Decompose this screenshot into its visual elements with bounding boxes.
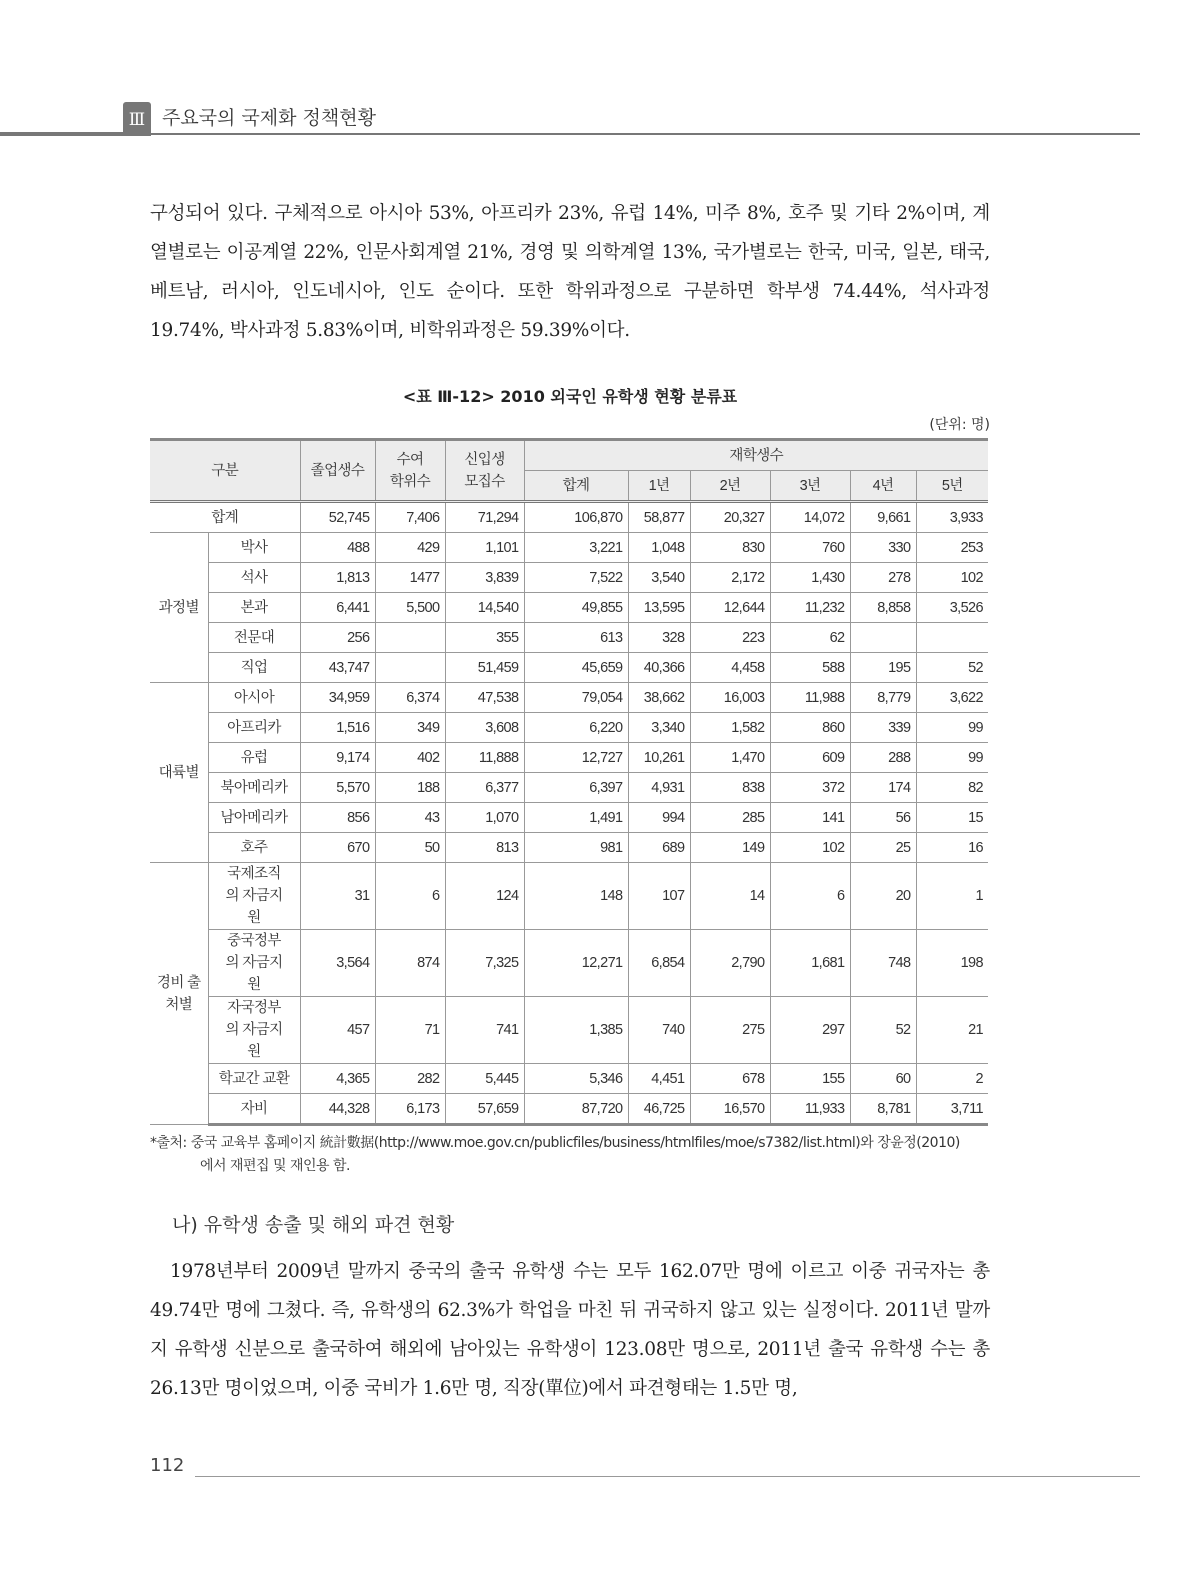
table-cell: 52 bbox=[916, 653, 988, 683]
table-cell: 349 bbox=[375, 713, 445, 743]
table-unit: (단위: 명) bbox=[929, 417, 990, 433]
table-row bbox=[150, 803, 988, 833]
table-cell: 7,406 bbox=[375, 502, 445, 533]
table-cell: 148 bbox=[524, 863, 628, 930]
column-header: 5년 bbox=[916, 471, 988, 502]
table-cell: 1,491 bbox=[524, 803, 628, 833]
table-cell: 402 bbox=[375, 743, 445, 773]
table-cell: 3,711 bbox=[916, 1094, 988, 1125]
table-cell: 12,727 bbox=[524, 743, 628, 773]
table-cell: 52 bbox=[850, 997, 916, 1064]
group-label: 대륙별 bbox=[150, 683, 208, 863]
table-row bbox=[150, 713, 988, 743]
column-header: 합계 bbox=[524, 471, 628, 502]
table-cell: 49,855 bbox=[524, 593, 628, 623]
table-cell: 981 bbox=[524, 833, 628, 863]
table-row bbox=[150, 997, 988, 1064]
row-label: 석사 bbox=[208, 563, 300, 593]
table-cell: 355 bbox=[445, 623, 524, 653]
table-cell: 5,445 bbox=[445, 1064, 524, 1094]
table-cell: 8,781 bbox=[850, 1094, 916, 1125]
table-cell: 1,101 bbox=[445, 533, 524, 563]
column-header: 재학생수 bbox=[524, 440, 988, 471]
chapter-title: 주요국의 국제화 정책현황 bbox=[162, 107, 376, 129]
table-cell: 43,747 bbox=[300, 653, 375, 683]
table-cell: 6,441 bbox=[300, 593, 375, 623]
table-cell: 20,327 bbox=[690, 502, 770, 533]
table-cell: 79,054 bbox=[524, 683, 628, 713]
table-cell: 16,003 bbox=[690, 683, 770, 713]
table-cell: 50 bbox=[375, 833, 445, 863]
table-cell: 330 bbox=[850, 533, 916, 563]
table-cell: 223 bbox=[690, 623, 770, 653]
column-header: 3년 bbox=[770, 471, 850, 502]
group-label: 과정별 bbox=[150, 533, 208, 683]
table-row bbox=[150, 623, 988, 653]
chapter-badge: Ⅲ bbox=[123, 102, 151, 136]
table-cell: 6,374 bbox=[375, 683, 445, 713]
table-cell: 107 bbox=[628, 863, 690, 930]
table-cell: 1,582 bbox=[690, 713, 770, 743]
table-cell: 1 bbox=[916, 863, 988, 930]
table-cell: 457 bbox=[300, 997, 375, 1064]
row-label: 남아메리카 bbox=[208, 803, 300, 833]
table-row bbox=[150, 773, 988, 803]
table-cell: 71 bbox=[375, 997, 445, 1064]
table-cell: 99 bbox=[916, 743, 988, 773]
table-cell: 297 bbox=[770, 997, 850, 1064]
table-cell: 14,072 bbox=[770, 502, 850, 533]
table-cell: 124 bbox=[445, 863, 524, 930]
table-cell bbox=[916, 623, 988, 653]
row-label: 유럽 bbox=[208, 743, 300, 773]
table-row bbox=[150, 833, 988, 863]
table-cell: 429 bbox=[375, 533, 445, 563]
column-header: 4년 bbox=[850, 471, 916, 502]
row-label: 호주 bbox=[208, 833, 300, 863]
table-cell: 1,813 bbox=[300, 563, 375, 593]
row-label: 합계 bbox=[150, 502, 300, 533]
table-cell: 195 bbox=[850, 653, 916, 683]
table-cell: 6,397 bbox=[524, 773, 628, 803]
table-cell bbox=[375, 623, 445, 653]
table-cell bbox=[850, 623, 916, 653]
row-label: 학교간 교환 bbox=[208, 1064, 300, 1094]
table-cell: 6,220 bbox=[524, 713, 628, 743]
table-cell: 60 bbox=[850, 1064, 916, 1094]
table-cell: 174 bbox=[850, 773, 916, 803]
table-row bbox=[150, 653, 988, 683]
table-cell: 43 bbox=[375, 803, 445, 833]
table-cell: 3,839 bbox=[445, 563, 524, 593]
table-cell: 198 bbox=[916, 930, 988, 997]
table-cell: 760 bbox=[770, 533, 850, 563]
column-header: 신입생 모집수 bbox=[445, 440, 524, 502]
table-cell: 5,500 bbox=[375, 593, 445, 623]
table-cell: 4,458 bbox=[690, 653, 770, 683]
table-cell: 741 bbox=[445, 997, 524, 1064]
table-cell: 44,328 bbox=[300, 1094, 375, 1125]
table-row bbox=[150, 1064, 988, 1094]
table-cell: 57,659 bbox=[445, 1094, 524, 1125]
table-cell: 6 bbox=[770, 863, 850, 930]
table-cell: 102 bbox=[770, 833, 850, 863]
table-cell: 1,681 bbox=[770, 930, 850, 997]
table-cell: 21 bbox=[916, 997, 988, 1064]
source-note bbox=[150, 1132, 990, 1178]
table-cell: 12,644 bbox=[690, 593, 770, 623]
table-cell: 6,173 bbox=[375, 1094, 445, 1125]
table-row bbox=[150, 533, 988, 563]
source-line: *출처: 중국 교육부 홈페이지 統計數据(http://www.moe.gov.cn/publicfiles/business/htmlfiles/moe/s7382/list.html)와 장윤정(2010) bbox=[150, 1135, 960, 1151]
table-row bbox=[150, 743, 988, 773]
page-content bbox=[150, 0, 990, 1540]
table-cell: 8,779 bbox=[850, 683, 916, 713]
table-cell: 2,172 bbox=[690, 563, 770, 593]
table-row bbox=[150, 930, 988, 997]
footer-rule bbox=[195, 1476, 1140, 1477]
table-cell: 11,888 bbox=[445, 743, 524, 773]
table-cell: 278 bbox=[850, 563, 916, 593]
table-row bbox=[150, 683, 988, 713]
table-cell: 5,570 bbox=[300, 773, 375, 803]
table-cell: 7,522 bbox=[524, 563, 628, 593]
row-label: 자비 bbox=[208, 1094, 300, 1125]
table-cell: 58,877 bbox=[628, 502, 690, 533]
column-header: 구분 bbox=[150, 440, 300, 502]
table-row bbox=[150, 863, 988, 930]
table-row bbox=[150, 563, 988, 593]
table-cell: 285 bbox=[690, 803, 770, 833]
table-cell: 3,933 bbox=[916, 502, 988, 533]
table-row bbox=[150, 593, 988, 623]
table-cell: 14,540 bbox=[445, 593, 524, 623]
page-number: 112 bbox=[150, 1455, 185, 1476]
table-cell: 16,570 bbox=[690, 1094, 770, 1125]
column-header: 졸업생수 bbox=[300, 440, 375, 502]
row-label: 북아메리카 bbox=[208, 773, 300, 803]
table-cell: 856 bbox=[300, 803, 375, 833]
section-subheading: 나) 유학생 송출 및 해외 파견 현황 bbox=[172, 1214, 455, 1236]
row-label: 아시아 bbox=[208, 683, 300, 713]
table-cell: 1,048 bbox=[628, 533, 690, 563]
table-cell: 10,261 bbox=[628, 743, 690, 773]
table-cell: 282 bbox=[375, 1064, 445, 1094]
table-cell: 15 bbox=[916, 803, 988, 833]
table-cell: 689 bbox=[628, 833, 690, 863]
table-cell: 9,174 bbox=[300, 743, 375, 773]
table-cell: 8,858 bbox=[850, 593, 916, 623]
table-cell: 488 bbox=[300, 533, 375, 563]
table-cell: 372 bbox=[770, 773, 850, 803]
table-cell: 3,340 bbox=[628, 713, 690, 743]
table-cell: 4,365 bbox=[300, 1064, 375, 1094]
table-cell: 6 bbox=[375, 863, 445, 930]
table-cell: 188 bbox=[375, 773, 445, 803]
table-cell: 748 bbox=[850, 930, 916, 997]
row-label: 아프리카 bbox=[208, 713, 300, 743]
row-label: 자국정부의 자금지원 bbox=[208, 997, 300, 1064]
table-cell: 1,070 bbox=[445, 803, 524, 833]
row-label: 본과 bbox=[208, 593, 300, 623]
table-cell: 3,608 bbox=[445, 713, 524, 743]
data-table bbox=[150, 438, 988, 1126]
table-cell: 45,659 bbox=[524, 653, 628, 683]
table-cell: 1,470 bbox=[690, 743, 770, 773]
table-cell: 99 bbox=[916, 713, 988, 743]
table-cell: 46,725 bbox=[628, 1094, 690, 1125]
table-cell: 275 bbox=[690, 997, 770, 1064]
table-cell: 25 bbox=[850, 833, 916, 863]
table-cell: 6,377 bbox=[445, 773, 524, 803]
page-footer bbox=[150, 1454, 990, 1480]
table-cell: 16 bbox=[916, 833, 988, 863]
table-cell: 860 bbox=[770, 713, 850, 743]
column-header: 1년 bbox=[628, 471, 690, 502]
row-label: 직업 bbox=[208, 653, 300, 683]
table-cell: 994 bbox=[628, 803, 690, 833]
table-cell: 1,385 bbox=[524, 997, 628, 1064]
table-cell: 588 bbox=[770, 653, 850, 683]
table-cell: 51,459 bbox=[445, 653, 524, 683]
body-paragraph: 1978년부터 2009년 말까지 중국의 출국 유학생 수는 모두 162.07만 명에 이르고 이중 귀국자는 총 49.74만 명에 그쳤다. 즉, 유학생의 62.3%가 학업을 마친 뒤 귀국하지 않고 있는 실정이다. 2011년 말까지 유학생 신분으로 출국하여 해외에 남아있는 유학생이 123.08만 명으로, 2011년 출국 유학생 수는 총 26.13만 명이었으며, 이중 국비가 1.6만 명, 직장(單位)에서 파견형태는 1.5만 명, bbox=[150, 1261, 990, 1399]
table-cell: 609 bbox=[770, 743, 850, 773]
table-cell: 1,516 bbox=[300, 713, 375, 743]
table-cell: 31 bbox=[300, 863, 375, 930]
table-cell: 5,346 bbox=[524, 1064, 628, 1094]
table-cell: 253 bbox=[916, 533, 988, 563]
table-cell: 155 bbox=[770, 1064, 850, 1094]
table-cell: 874 bbox=[375, 930, 445, 997]
table-cell: 288 bbox=[850, 743, 916, 773]
table-cell: 102 bbox=[916, 563, 988, 593]
table-title: <표 Ⅲ-12> 2010 외국인 유학생 현황 분류표 bbox=[402, 387, 738, 406]
table-cell: 62 bbox=[770, 623, 850, 653]
table-cell: 106,870 bbox=[524, 502, 628, 533]
table-cell: 4,931 bbox=[628, 773, 690, 803]
table-cell: 2,790 bbox=[690, 930, 770, 997]
row-label: 전문대 bbox=[208, 623, 300, 653]
source-line: 에서 재편집 및 재인용 함. bbox=[200, 1158, 350, 1174]
table-cell: 1477 bbox=[375, 563, 445, 593]
table-cell: 813 bbox=[445, 833, 524, 863]
table-cell: 3,221 bbox=[524, 533, 628, 563]
table-cell: 740 bbox=[628, 997, 690, 1064]
table-cell: 670 bbox=[300, 833, 375, 863]
table-cell: 71,294 bbox=[445, 502, 524, 533]
table-row bbox=[150, 1094, 988, 1125]
table-cell: 141 bbox=[770, 803, 850, 833]
table-cell: 830 bbox=[690, 533, 770, 563]
table-cell: 11,232 bbox=[770, 593, 850, 623]
table-row-total bbox=[150, 502, 988, 533]
table-cell: 3,526 bbox=[916, 593, 988, 623]
table-cell: 328 bbox=[628, 623, 690, 653]
table-cell: 838 bbox=[690, 773, 770, 803]
table-cell: 678 bbox=[690, 1064, 770, 1094]
table-cell: 12,271 bbox=[524, 930, 628, 997]
table-cell: 3,564 bbox=[300, 930, 375, 997]
table-cell: 11,933 bbox=[770, 1094, 850, 1125]
table-cell: 339 bbox=[850, 713, 916, 743]
table-cell: 9,661 bbox=[850, 502, 916, 533]
table-cell: 40,366 bbox=[628, 653, 690, 683]
column-header: 수여 학위수 bbox=[375, 440, 445, 502]
group-label: 경비 출처별 bbox=[150, 863, 208, 1125]
table-cell: 149 bbox=[690, 833, 770, 863]
table-cell: 1,430 bbox=[770, 563, 850, 593]
row-label: 국제조직의 자금지원 bbox=[208, 863, 300, 930]
table-cell: 14 bbox=[690, 863, 770, 930]
table-cell: 3,540 bbox=[628, 563, 690, 593]
table-header-row bbox=[150, 440, 988, 471]
table-cell: 3,622 bbox=[916, 683, 988, 713]
table-cell bbox=[375, 653, 445, 683]
table-cell: 52,745 bbox=[300, 502, 375, 533]
table-cell: 87,720 bbox=[524, 1094, 628, 1125]
row-label: 중국정부의 자금지원 bbox=[208, 930, 300, 997]
table-cell: 2 bbox=[916, 1064, 988, 1094]
table-cell: 4,451 bbox=[628, 1064, 690, 1094]
table-cell: 47,538 bbox=[445, 683, 524, 713]
table-cell: 6,854 bbox=[628, 930, 690, 997]
table-cell: 56 bbox=[850, 803, 916, 833]
table-cell: 20 bbox=[850, 863, 916, 930]
body-paragraph: 구성되어 있다. 구체적으로 아시아 53%, 아프리카 23%, 유럽 14%, 미주 8%, 호주 및 기타 2%이며, 계열별로는 이공계열 22%, 인문사회계열 21%, 경영 및 의학계열 13%, 국가별로는 한국, 미국, 일본, 태국, 베트남, 러시아, 인도네시아, 인도 순이다. 또한 학위과정으로 구분하면 학부생 74.44%, 석사과정 19.74%, 박사과정 5.83%이며, 비학위과정은 59.39%이다. bbox=[150, 203, 990, 341]
table-cell: 34,959 bbox=[300, 683, 375, 713]
row-label: 박사 bbox=[208, 533, 300, 563]
column-header: 2년 bbox=[690, 471, 770, 502]
table-cell: 82 bbox=[916, 773, 988, 803]
table-cell: 256 bbox=[300, 623, 375, 653]
table-cell: 7,325 bbox=[445, 930, 524, 997]
table-cell: 13,595 bbox=[628, 593, 690, 623]
table-cell: 38,662 bbox=[628, 683, 690, 713]
table-cell: 613 bbox=[524, 623, 628, 653]
table-cell: 11,988 bbox=[770, 683, 850, 713]
